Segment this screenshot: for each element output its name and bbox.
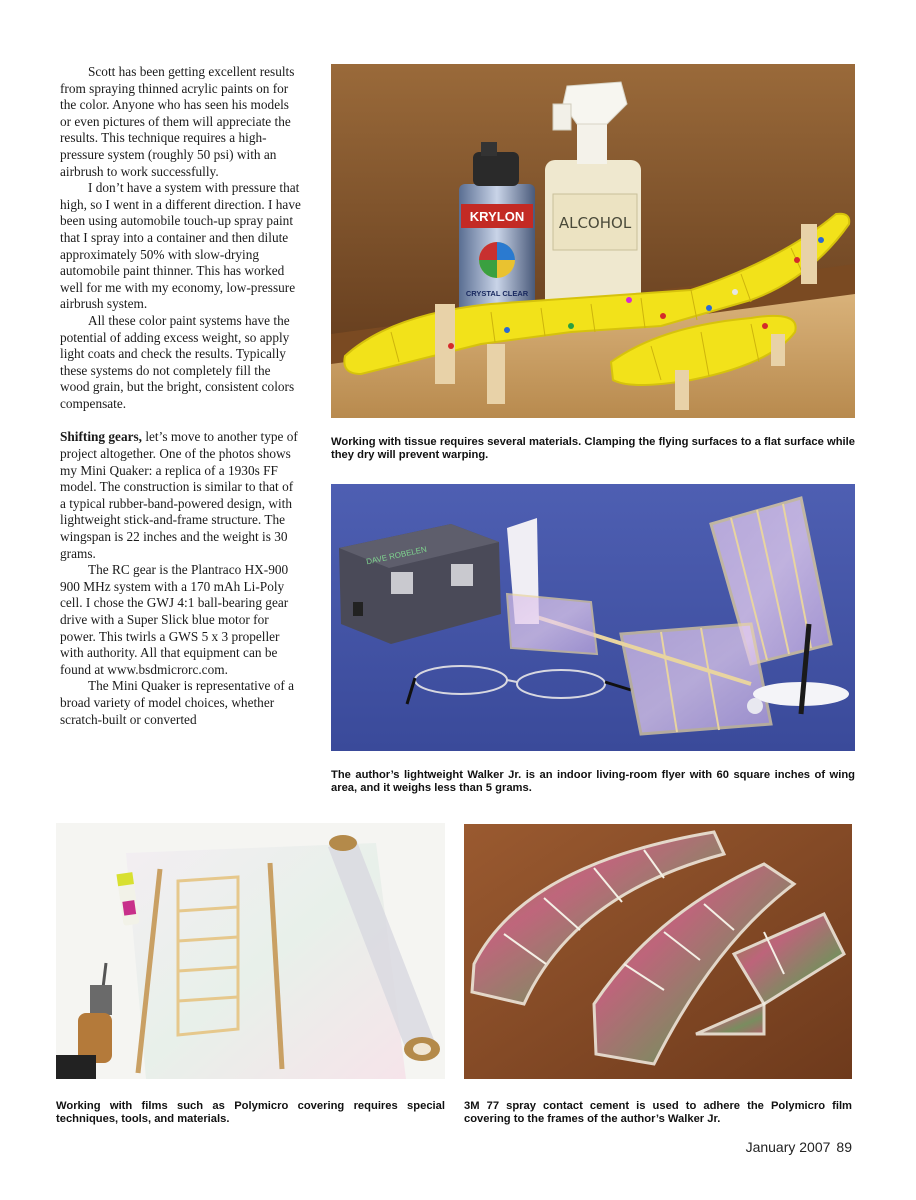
can-sublabel: CRYSTAL CLEAR bbox=[465, 289, 529, 298]
photo-tissue-wing bbox=[331, 64, 855, 418]
photo-frames-cement bbox=[464, 824, 852, 1079]
paragraph: The RC gear is the Plantraco HX-900 900 MHz system with a 170 mAh Li-Poly cell. I chose the GWJ 4:1 ball-bearing gear drive with a Super Slick blue motor for power. This twirls a GWS 5 x 3 propeller with authority. All that equipment can be found at www.bsdmicrorc.com. bbox=[60, 562, 289, 677]
transmitter-label: DAVE ROBELEN bbox=[365, 544, 428, 567]
paragraph: The Mini Quaker is representative of a broad variety of model choices, whether scratch-built or converted bbox=[60, 678, 295, 727]
can-label: KRYLON bbox=[469, 209, 525, 224]
bottle-label: ALCOHOL bbox=[558, 214, 632, 232]
paragraph: Scott has been getting excellent results from spraying thinned acrylic paints on for the color. Anyone who has seen his models or even pictures of them will appreciate the results. This technique requires a high-pressure system (roughly 50 psi) with an airbrush to work successfully. bbox=[60, 64, 295, 179]
page-folio bbox=[746, 1139, 852, 1155]
article-column bbox=[60, 64, 302, 728]
caption-frames-cement: 3M 77 spray contact cement is used to adhere the Polymicro film covering to the frames of the author’s Walker Jr. bbox=[464, 1100, 852, 1126]
caption-tissue: Working with tissue requires several materials. Clamping the flying surfaces to a flat surface while they dry will prevent warping. bbox=[331, 436, 855, 462]
page-number: 89 bbox=[836, 1139, 852, 1155]
caption-films-tools: Working with films such as Polymicro covering requires special techniques, tools, and materials. bbox=[56, 1100, 445, 1126]
paragraph: I don’t have a system with pressure that high, so I went in a different direction. I have been using automobile touch-up spray paint that I spray into a container and then dilute approximately 50% with slow-drying automobile paint thinner. This has worked well for me with my economy, low-pressure airbrush system. bbox=[60, 180, 301, 312]
paragraph: All these color paint systems have the potential of adding excess weight, so apply light coats and check the results. Typically these systems do not completely fill the wood grain, but the bright, consistent colors compensate. bbox=[60, 312, 295, 411]
paragraph: Shifting gears, let’s move to another type of project altogether. One of the photos shows my Mini Quaker: a replica of a 1930s FF model. The construction is similar to that of a typical rubber-band-powered design, with lightweight stick-and-frame structure. The wingspan is 22 inches and the weight is 30 grams. bbox=[60, 429, 298, 561]
caption-walker-jr: The author’s lightweight Walker Jr. is an indoor living-room flyer with 60 square inches of wing area, and it weighs less than 5 grams. bbox=[331, 769, 855, 795]
photo-films-tools bbox=[56, 823, 445, 1079]
photo-walker-jr bbox=[331, 484, 855, 751]
issue-date: January 2007 bbox=[745, 1139, 831, 1155]
run-in-head: Shifting gears, bbox=[60, 429, 143, 445]
